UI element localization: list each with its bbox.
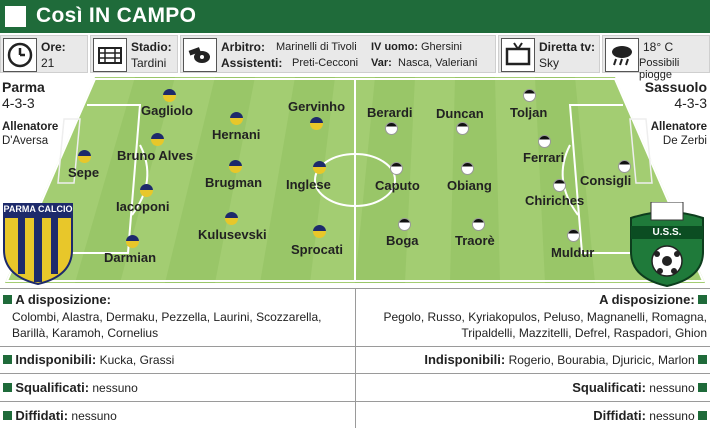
player-name: Muldur	[551, 245, 595, 260]
assistants-label: Assistenti:	[221, 56, 283, 70]
player-shirt-icon	[229, 160, 242, 173]
stadium-icon	[93, 38, 127, 72]
player-shirt-icon	[78, 150, 91, 163]
rain-cloud-icon	[605, 38, 639, 72]
bullet-icon	[698, 355, 707, 364]
player-name: Gervinho	[288, 99, 346, 114]
home-unavailable	[3, 352, 174, 367]
home-bench-header	[3, 292, 111, 307]
player-name: Sepe	[68, 165, 100, 180]
home-coach-label: Allenatore	[2, 121, 59, 133]
player-name: Darmian	[104, 250, 157, 265]
sassuolo-crest-text: U.S.S.	[652, 227, 682, 238]
away-bench-line: Tripaldelli, Mazzitelli, Defrel, Raspadori, Ghion	[461, 326, 707, 340]
whistle-icon	[183, 38, 217, 72]
home-bench-line: Barillà, Karamoh, Cornelius	[12, 326, 159, 340]
player-shirt-icon	[461, 162, 474, 175]
player-shirt-icon	[456, 122, 469, 135]
home-warned-label: Diffidati:	[15, 408, 69, 423]
player-shirt-icon	[163, 89, 176, 102]
player-name: Gagliolo	[141, 103, 193, 118]
player-shirt-icon	[230, 112, 243, 125]
referee-label: Arbitro:	[221, 40, 265, 54]
officials-box	[180, 35, 496, 73]
tv-value: Sky	[539, 56, 560, 70]
fourth-official-value: Ghersini	[421, 41, 462, 53]
home-warned-value: nessuno	[71, 409, 117, 423]
weather-box	[602, 35, 710, 81]
header-square-icon	[5, 6, 26, 27]
away-formation: 4-3-3	[674, 95, 707, 111]
away-bench-label: A disposizione:	[599, 292, 695, 307]
player-shirt-icon	[310, 117, 323, 130]
stadium-value: Tardini	[131, 56, 167, 70]
player-name: Traorè	[455, 233, 495, 248]
away-coach-label: Allenatore	[650, 121, 707, 133]
player-shirt-icon	[618, 160, 631, 173]
player-name: Berardi	[367, 105, 413, 120]
player-name: Obiang	[447, 178, 492, 193]
away-bench-header	[599, 292, 707, 307]
player-shirt-icon	[140, 184, 153, 197]
bullet-icon	[3, 355, 12, 364]
player-name: Brugman	[205, 175, 263, 190]
time-label: Ore:	[41, 40, 66, 54]
bullet-icon	[698, 411, 707, 420]
player-name: Inglese	[286, 177, 331, 192]
time-value: 21	[41, 56, 55, 70]
assistants-value: Preti-Cecconi	[292, 57, 359, 69]
away-warned-value: nessuno	[649, 409, 695, 423]
tv-label: Diretta tv:	[539, 40, 596, 54]
home-coach-name: D'Aversa	[2, 135, 49, 147]
parma-crest-text: PARMA CALCIO	[3, 204, 73, 214]
page-title: Così IN CAMPO	[36, 4, 197, 27]
time-box	[0, 35, 88, 73]
player-shirt-icon	[313, 161, 326, 174]
home-unavailable-value: Kucka, Grassi	[99, 353, 175, 367]
home-warned	[3, 408, 117, 423]
home-bench-line: Colombi, Alastra, Dermaku, Pezzella, Laurini, Scozzarella,	[12, 310, 322, 324]
player-shirt-icon	[126, 235, 139, 248]
weather-text: Possibili piogge	[639, 57, 680, 81]
home-team-name: Parma	[2, 79, 45, 95]
away-coach-name: De Zerbi	[662, 135, 707, 147]
parma-crest-logo	[2, 202, 74, 286]
player-name: Sprocati	[291, 242, 344, 257]
match-info-strip	[0, 35, 710, 81]
player-shirt-icon	[225, 212, 238, 225]
referee-value: Marinelli di Tivoli	[276, 41, 357, 53]
home-formation: 4-3-3	[2, 95, 35, 111]
away-unavailable-value: Rogerio, Bourabia, Djuricic, Marlon	[508, 353, 695, 367]
away-warned-label: Diffidati:	[593, 408, 646, 423]
bullet-icon	[698, 295, 707, 304]
away-unavailable-label: Indisponibili:	[424, 352, 506, 367]
sassuolo-crest-logo	[627, 202, 707, 287]
player-shirt-icon	[472, 218, 485, 231]
player-shirt-icon	[385, 122, 398, 135]
player-name: Kulusevski	[198, 227, 267, 242]
bullet-icon	[698, 383, 707, 392]
player-name: Caputo	[375, 178, 420, 193]
player-name: Ferrari	[523, 150, 565, 165]
stadium-label: Stadio:	[131, 40, 172, 54]
clock-icon	[3, 38, 37, 72]
player-shirt-icon	[390, 162, 403, 175]
player-shirt-icon	[398, 218, 411, 231]
player-shirt-icon	[313, 225, 326, 238]
bullet-icon	[3, 383, 12, 392]
away-suspended	[572, 380, 707, 395]
player-shirt-icon	[553, 179, 566, 192]
player-name: Consigli	[580, 173, 632, 188]
stadium-box	[90, 35, 178, 73]
bullet-icon	[3, 411, 12, 420]
away-suspended-value: nessuno	[649, 381, 695, 395]
home-suspended-label: Squalificati:	[15, 380, 90, 395]
column-divider	[355, 288, 356, 428]
away-warned	[593, 408, 707, 423]
var-value: Nasca, Valeriani	[398, 57, 478, 69]
player-name: Duncan	[436, 106, 484, 121]
player-shirt-icon	[538, 135, 551, 148]
pitch	[0, 75, 710, 287]
away-unavailable	[424, 352, 707, 367]
player-shirt-icon	[567, 229, 580, 242]
player-name: Toljan	[510, 105, 548, 120]
away-team-name: Sassuolo	[644, 79, 707, 95]
weather-temp: 18° C	[643, 40, 674, 54]
player-shirt-icon	[151, 133, 164, 146]
player-name: Chiriches	[525, 193, 585, 208]
home-unavailable-label: Indisponibili:	[15, 352, 97, 367]
tv-box	[498, 35, 600, 73]
header-bar	[0, 0, 710, 33]
tv-icon	[501, 38, 535, 72]
player-name: Bruno Alves	[117, 148, 194, 163]
home-bench-label: A disposizione:	[15, 292, 111, 307]
player-name: Boga	[386, 233, 419, 248]
player-name: Iacoponi	[116, 199, 170, 214]
away-suspended-label: Squalificati:	[572, 380, 646, 395]
var-label: Var:	[371, 57, 392, 69]
home-suspended	[3, 380, 138, 395]
player-name: Hernani	[212, 127, 261, 142]
home-suspended-value: nessuno	[92, 381, 138, 395]
fourth-official-label: IV uomo:	[371, 41, 419, 53]
away-bench-line: Pegolo, Russo, Kyriakopulos, Peluso, Magnanelli, Romagna,	[383, 310, 707, 324]
player-shirt-icon	[523, 89, 536, 102]
bullet-icon	[3, 295, 12, 304]
